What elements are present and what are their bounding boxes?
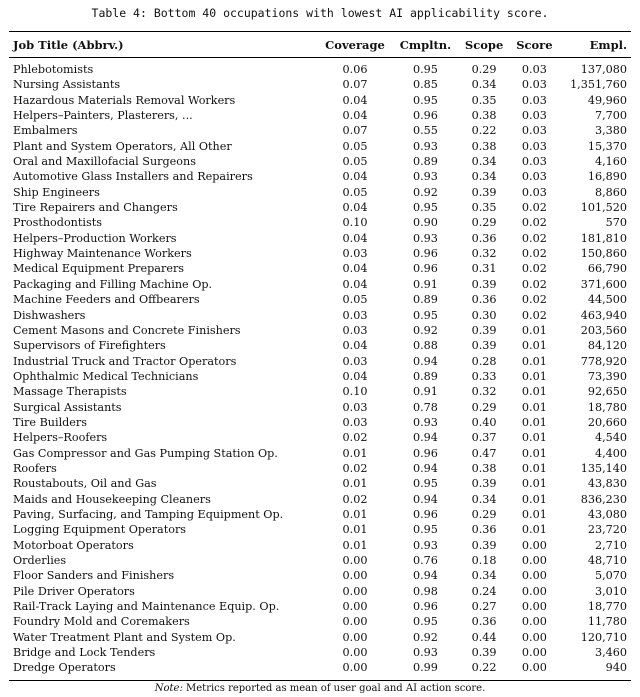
cell-score: 0.03 — [521, 124, 547, 138]
table-row — [9, 630, 631, 645]
cell-completion: 0.89 — [413, 369, 438, 383]
header-scope: Scope — [458, 32, 509, 58]
cell-employment: 4,400 — [594, 446, 627, 460]
cell-completion: 0.90 — [413, 216, 438, 230]
cell-scope: 0.24 — [471, 584, 497, 598]
cell-employment: 23,720 — [587, 523, 627, 537]
cell-completion: 0.92 — [413, 185, 438, 199]
cell-employment: 4,160 — [594, 155, 627, 169]
cell-completion: 0.96 — [413, 247, 438, 261]
cell-scope: 0.27 — [471, 600, 497, 614]
cell-scope: 0.29 — [471, 63, 497, 76]
cell-scope: 0.37 — [471, 431, 497, 445]
cell-scope: 0.28 — [471, 354, 497, 368]
cell-score: 0.00 — [521, 630, 547, 644]
cell-scope: 0.32 — [471, 385, 497, 399]
table-row — [9, 446, 631, 461]
table-row — [9, 338, 631, 353]
cell-coverage: 0.04 — [342, 93, 368, 107]
cell-employment: 137,080 — [580, 63, 627, 76]
cell-job-title: Water Treatment Plant and System Op. — [13, 630, 236, 644]
table-row — [9, 369, 631, 384]
cell-coverage: 0.05 — [342, 139, 368, 153]
cell-coverage: 0.05 — [342, 155, 368, 169]
cell-completion: 0.91 — [413, 385, 438, 399]
note-label: Note: — [154, 683, 183, 694]
cell-employment: 7,700 — [594, 109, 627, 123]
header-job-title: Job Title (Abbrv.) — [9, 32, 317, 58]
cell-score: 0.02 — [521, 262, 547, 276]
table-row — [9, 522, 631, 537]
cell-coverage: 0.01 — [342, 477, 368, 491]
cell-employment: 150,860 — [580, 247, 627, 261]
cell-employment: 18,770 — [587, 600, 627, 614]
cell-completion: 0.85 — [413, 78, 438, 92]
cell-scope: 0.32 — [471, 247, 497, 261]
cell-score: 0.01 — [521, 492, 547, 506]
cell-scope: 0.34 — [471, 170, 497, 184]
cell-coverage: 0.01 — [342, 507, 368, 521]
cell-completion: 0.99 — [393, 660, 459, 680]
table-body — [9, 58, 631, 681]
table-caption: Table 4: Bottom 40 occupations with lowest AI applicability score. — [91, 6, 549, 20]
table-row — [9, 139, 631, 154]
cell-score: 0.03 — [521, 63, 547, 76]
table-row — [9, 492, 631, 507]
cell-scope: 0.36 — [471, 293, 497, 307]
table-row — [9, 507, 631, 522]
cell-score: 0.02 — [521, 201, 547, 215]
cell-score: 0.01 — [521, 400, 547, 414]
cell-coverage: 0.02 — [342, 492, 368, 506]
cell-coverage: 0.00 — [342, 600, 368, 614]
cell-coverage: 0.00 — [342, 630, 368, 644]
cell-coverage: 0.01 — [342, 538, 368, 552]
cell-job-title: Industrial Truck and Tractor Operators — [13, 354, 237, 368]
table-row — [9, 215, 631, 230]
table-note — [0, 683, 640, 694]
cell-job-title: Supervisors of Firefighters — [13, 339, 166, 353]
cell-job-title: Orderlies — [13, 554, 67, 567]
cell-coverage: 0.10 — [342, 385, 368, 399]
cell-scope: 0.35 — [471, 201, 497, 215]
cell-completion: 0.95 — [413, 308, 438, 322]
table-row — [9, 108, 631, 123]
cell-employment: 371,600 — [580, 277, 627, 291]
table-row — [9, 200, 631, 215]
cell-job-title: Medical Equipment Preparers — [13, 262, 185, 276]
cell-job-title: Plant and System Operators, All Other — [13, 139, 232, 153]
cell-scope: 0.29 — [471, 400, 497, 414]
cell-score: 0.00 — [521, 538, 547, 552]
cell-scope: 0.44 — [471, 630, 497, 644]
cell-completion: 0.88 — [413, 339, 438, 353]
cell-completion: 0.98 — [413, 584, 438, 598]
cell-employment: 16,890 — [587, 170, 627, 184]
cell-job-title: Ophthalmic Medical Technicians — [13, 369, 199, 383]
cell-score: 0.00 — [521, 646, 547, 660]
cell-employment: 20,660 — [587, 415, 627, 429]
cell-job-title: Maids and Housekeeping Cleaners — [13, 492, 211, 506]
cell-job-title: Tire Builders — [13, 415, 88, 429]
cell-coverage: 0.02 — [342, 461, 368, 475]
table-row — [9, 308, 631, 323]
cell-coverage: 0.00 — [342, 569, 368, 583]
cell-completion: 0.55 — [413, 124, 438, 138]
cell-job-title: Floor Sanders and Finishers — [13, 569, 175, 583]
cell-completion: 0.93 — [413, 139, 438, 153]
cell-completion: 0.94 — [413, 461, 438, 475]
cell-job-title: Foundry Mold and Coremakers — [13, 615, 190, 629]
cell-employment: 18,780 — [587, 400, 627, 414]
cell-scope: 0.36 — [471, 231, 497, 245]
cell-coverage: 0.00 — [342, 646, 368, 660]
cell-employment: 3,380 — [594, 124, 627, 138]
cell-job-title: Tire Repairers and Changers — [13, 201, 178, 215]
cell-score: 0.02 — [521, 247, 547, 261]
cell-scope: 0.40 — [471, 415, 497, 429]
cell-coverage: 0.04 — [342, 170, 368, 184]
cell-completion: 0.89 — [413, 293, 438, 307]
cell-score: 0.01 — [521, 323, 547, 337]
cell-job-title: Paving, Surfacing, and Tamping Equipment Op. — [13, 507, 284, 521]
cell-completion: 0.96 — [413, 446, 438, 460]
cell-score: 0.03 — [521, 109, 547, 123]
cell-completion: 0.96 — [413, 109, 438, 123]
cell-job-title: Hazardous Materials Removal Workers — [13, 93, 236, 107]
cell-score: 0.01 — [521, 477, 547, 491]
header-coverage: Coverage — [317, 32, 392, 58]
table-row — [9, 261, 631, 276]
table-row — [9, 645, 631, 660]
cell-score: 0.02 — [521, 231, 547, 245]
cell-scope: 0.30 — [471, 308, 497, 322]
cell-scope: 0.29 — [471, 216, 497, 230]
cell-employment: 43,830 — [587, 477, 627, 491]
cell-employment: 73,390 — [587, 369, 627, 383]
cell-employment: 48,710 — [587, 554, 627, 567]
cell-completion: 0.78 — [413, 400, 438, 414]
cell-employment: 940 — [559, 660, 631, 680]
cell-completion: 0.93 — [413, 170, 438, 184]
cell-employment: 92,650 — [587, 385, 627, 399]
cell-scope: 0.36 — [471, 523, 497, 537]
cell-job-title: Gas Compressor and Gas Pumping Station Op. — [13, 446, 278, 460]
cell-scope: 0.22 — [471, 124, 497, 138]
occupations-table — [9, 31, 631, 681]
cell-score: 0.01 — [521, 369, 547, 383]
cell-job-title: Automotive Glass Installers and Repairers — [13, 170, 253, 184]
table-row — [9, 123, 631, 138]
cell-completion: 0.96 — [413, 262, 438, 276]
table-row — [9, 77, 631, 92]
cell-employment: 778,920 — [580, 354, 627, 368]
cell-completion: 0.94 — [413, 492, 438, 506]
cell-employment: 203,560 — [580, 323, 627, 337]
cell-employment: 3,010 — [594, 584, 627, 598]
cell-score: 0.02 — [521, 293, 547, 307]
cell-score: 0.00 — [521, 584, 547, 598]
cell-job-title: Motorboat Operators — [13, 538, 134, 552]
cell-job-title: Roustabouts, Oil and Gas — [13, 477, 157, 491]
cell-employment: 120,710 — [580, 630, 627, 644]
table-row — [9, 461, 631, 476]
cell-scope: 0.31 — [471, 262, 497, 276]
cell-coverage: 0.06 — [342, 63, 368, 76]
cell-scope: 0.38 — [471, 139, 497, 153]
cell-job-title: Massage Therapists — [13, 385, 127, 399]
cell-scope: 0.39 — [471, 185, 497, 199]
header-employment: Empl. — [559, 32, 631, 58]
cell-coverage: 0.04 — [342, 262, 368, 276]
cell-coverage: 0.10 — [342, 216, 368, 230]
cell-scope: 0.29 — [471, 507, 497, 521]
cell-coverage: 0.03 — [342, 323, 368, 337]
cell-employment: 101,520 — [580, 201, 627, 215]
cell-job-title: Nursing Assistants — [13, 78, 121, 92]
cell-score: 0.01 — [521, 339, 547, 353]
table-row — [9, 660, 631, 680]
cell-scope: 0.35 — [471, 93, 497, 107]
cell-scope: 0.34 — [471, 569, 497, 583]
cell-score: 0.03 — [521, 155, 547, 169]
cell-employment: 44,500 — [587, 293, 627, 307]
cell-completion: 0.92 — [413, 323, 438, 337]
table-row — [9, 400, 631, 415]
header-row — [9, 32, 631, 58]
cell-coverage: 0.03 — [342, 415, 368, 429]
cell-score: 0.00 — [521, 615, 547, 629]
cell-scope: 0.38 — [471, 461, 497, 475]
cell-coverage: 0.02 — [342, 431, 368, 445]
cell-job-title: Helpers–Roofers — [13, 431, 108, 445]
cell-employment: 84,120 — [587, 339, 627, 353]
cell-completion: 0.95 — [413, 523, 438, 537]
cell-coverage: 0.00 — [317, 660, 392, 680]
cell-employment: 135,140 — [580, 461, 627, 475]
cell-scope: 0.39 — [471, 646, 497, 660]
cell-coverage: 0.04 — [342, 109, 368, 123]
cell-completion: 0.92 — [413, 630, 438, 644]
cell-score: 0.03 — [521, 93, 547, 107]
cell-score: 0.03 — [521, 78, 547, 92]
cell-job-title: Highway Maintenance Workers — [13, 247, 192, 261]
cell-employment: 5,070 — [594, 569, 627, 583]
cell-employment: 49,960 — [587, 93, 627, 107]
table-row — [9, 553, 631, 568]
cell-score: 0.01 — [521, 354, 547, 368]
cell-employment: 15,370 — [587, 139, 627, 153]
cell-employment: 43,080 — [587, 507, 627, 521]
cell-employment: 3,460 — [594, 646, 627, 660]
cell-completion: 0.95 — [413, 201, 438, 215]
cell-employment: 66,790 — [587, 262, 627, 276]
table-row — [9, 614, 631, 629]
cell-score: 0.02 — [521, 277, 547, 291]
cell-score: 0.03 — [521, 139, 547, 153]
cell-coverage: 0.03 — [342, 400, 368, 414]
cell-score: 0.01 — [521, 385, 547, 399]
cell-job-title: Helpers–Production Workers — [13, 231, 177, 245]
cell-completion: 0.96 — [413, 600, 438, 614]
cell-coverage: 0.05 — [342, 293, 368, 307]
cell-coverage: 0.03 — [342, 354, 368, 368]
table-row — [9, 58, 631, 78]
cell-employment: 570 — [605, 216, 627, 230]
cell-score: 0.01 — [521, 446, 547, 460]
cell-job-title: Cement Masons and Concrete Finishers — [13, 323, 241, 337]
cell-score: 0.01 — [521, 415, 547, 429]
cell-scope: 0.22 — [458, 660, 509, 680]
cell-scope: 0.39 — [471, 339, 497, 353]
cell-scope: 0.39 — [471, 477, 497, 491]
cell-completion: 0.94 — [413, 431, 438, 445]
cell-coverage: 0.00 — [342, 584, 368, 598]
cell-score: 0.01 — [521, 431, 547, 445]
cell-score: 0.03 — [521, 185, 547, 199]
table-row — [9, 323, 631, 338]
cell-coverage: 0.04 — [342, 201, 368, 215]
table-row — [9, 538, 631, 553]
cell-coverage: 0.01 — [342, 523, 368, 537]
cell-completion: 0.95 — [413, 477, 438, 491]
cell-completion: 0.95 — [413, 615, 438, 629]
cell-job-title: Dishwashers — [13, 308, 86, 322]
cell-job-title: Surgical Assistants — [13, 400, 122, 414]
cell-scope: 0.38 — [471, 109, 497, 123]
header-completion: Cmpltn. — [393, 32, 459, 58]
header-score: Score — [510, 32, 559, 58]
cell-job-title: Phlebotomists — [13, 63, 94, 76]
cell-scope: 0.18 — [471, 554, 497, 567]
table-row — [9, 93, 631, 108]
cell-job-title: Ship Engineers — [13, 185, 100, 199]
cell-job-title: Helpers–Painters, Plasterers, ... — [13, 109, 193, 123]
cell-coverage: 0.04 — [342, 231, 368, 245]
cell-job-title: Bridge and Lock Tenders — [13, 646, 156, 660]
cell-completion: 0.95 — [413, 93, 438, 107]
note-text: Metrics reported as mean of user goal and AI action score. — [186, 683, 486, 694]
cell-coverage: 0.03 — [342, 247, 368, 261]
cell-scope: 0.33 — [471, 369, 497, 383]
cell-coverage: 0.07 — [342, 124, 368, 138]
table-header — [9, 32, 631, 58]
cell-scope: 0.39 — [471, 323, 497, 337]
cell-scope: 0.36 — [471, 615, 497, 629]
cell-coverage: 0.05 — [342, 185, 368, 199]
cell-job-title: Oral and Maxillofacial Surgeons — [13, 155, 196, 169]
cell-score: 0.00 — [521, 554, 547, 567]
cell-completion: 0.94 — [413, 354, 438, 368]
table-row — [9, 169, 631, 184]
table-row — [9, 185, 631, 200]
cell-coverage: 0.04 — [342, 369, 368, 383]
cell-score: 0.01 — [521, 507, 547, 521]
cell-coverage: 0.00 — [342, 554, 368, 567]
cell-score: 0.02 — [521, 308, 547, 322]
table-row — [9, 154, 631, 169]
table-row — [9, 231, 631, 246]
cell-coverage: 0.04 — [342, 339, 368, 353]
cell-completion: 0.89 — [413, 155, 438, 169]
table-row — [9, 430, 631, 445]
cell-job-title: Packaging and Filling Machine Op. — [13, 277, 213, 291]
cell-employment: 11,780 — [587, 615, 627, 629]
cell-completion: 0.95 — [413, 63, 438, 76]
cell-employment: 8,860 — [594, 185, 627, 199]
cell-completion: 0.91 — [413, 277, 438, 291]
cell-completion: 0.93 — [413, 415, 438, 429]
cell-coverage: 0.00 — [342, 615, 368, 629]
cell-score: 0.03 — [521, 170, 547, 184]
cell-score: 0.00 — [521, 569, 547, 583]
table-row — [9, 292, 631, 307]
cell-score: 0.01 — [521, 523, 547, 537]
cell-coverage: 0.07 — [342, 78, 368, 92]
cell-scope: 0.34 — [471, 155, 497, 169]
cell-completion: 0.94 — [413, 569, 438, 583]
cell-score: 0.01 — [521, 461, 547, 475]
table-row — [9, 568, 631, 583]
cell-job-title: Machine Feeders and Offbearers — [13, 293, 200, 307]
cell-completion: 0.93 — [413, 231, 438, 245]
cell-job-title: Roofers — [13, 461, 57, 475]
cell-coverage: 0.04 — [342, 277, 368, 291]
cell-coverage: 0.03 — [342, 308, 368, 322]
cell-completion: 0.96 — [413, 507, 438, 521]
table-row — [9, 584, 631, 599]
cell-scope: 0.34 — [471, 492, 497, 506]
cell-job-title: Logging Equipment Operators — [13, 523, 187, 537]
cell-score: 0.00 — [521, 600, 547, 614]
cell-score: 0.00 — [510, 660, 559, 680]
cell-job-title: Pile Driver Operators — [13, 584, 135, 598]
cell-completion: 0.93 — [413, 538, 438, 552]
cell-completion: 0.93 — [413, 646, 438, 660]
cell-job-title: Embalmers — [13, 124, 78, 138]
table-row — [9, 354, 631, 369]
cell-coverage: 0.01 — [342, 446, 368, 460]
table-row — [9, 476, 631, 491]
cell-employment: 4,540 — [594, 431, 627, 445]
cell-completion: 0.76 — [413, 554, 438, 567]
cell-employment: 181,810 — [580, 231, 627, 245]
cell-score: 0.02 — [521, 216, 547, 230]
cell-scope: 0.34 — [471, 78, 497, 92]
cell-job-title: Prosthodontists — [13, 216, 102, 230]
table-row — [9, 415, 631, 430]
table-row — [9, 384, 631, 399]
cell-scope: 0.39 — [471, 538, 497, 552]
table-row — [9, 246, 631, 261]
cell-employment: 1,351,760 — [570, 78, 627, 92]
cell-employment: 836,230 — [580, 492, 627, 506]
cell-scope: 0.47 — [471, 446, 497, 460]
cell-job-title: Rail-Track Laying and Maintenance Equip. Op. — [13, 600, 280, 614]
table-row — [9, 599, 631, 614]
cell-job-title: Dredge Operators — [9, 660, 317, 680]
table-row — [9, 277, 631, 292]
cell-scope: 0.39 — [471, 277, 497, 291]
cell-employment: 463,940 — [580, 308, 627, 322]
cell-employment: 2,710 — [594, 538, 627, 552]
